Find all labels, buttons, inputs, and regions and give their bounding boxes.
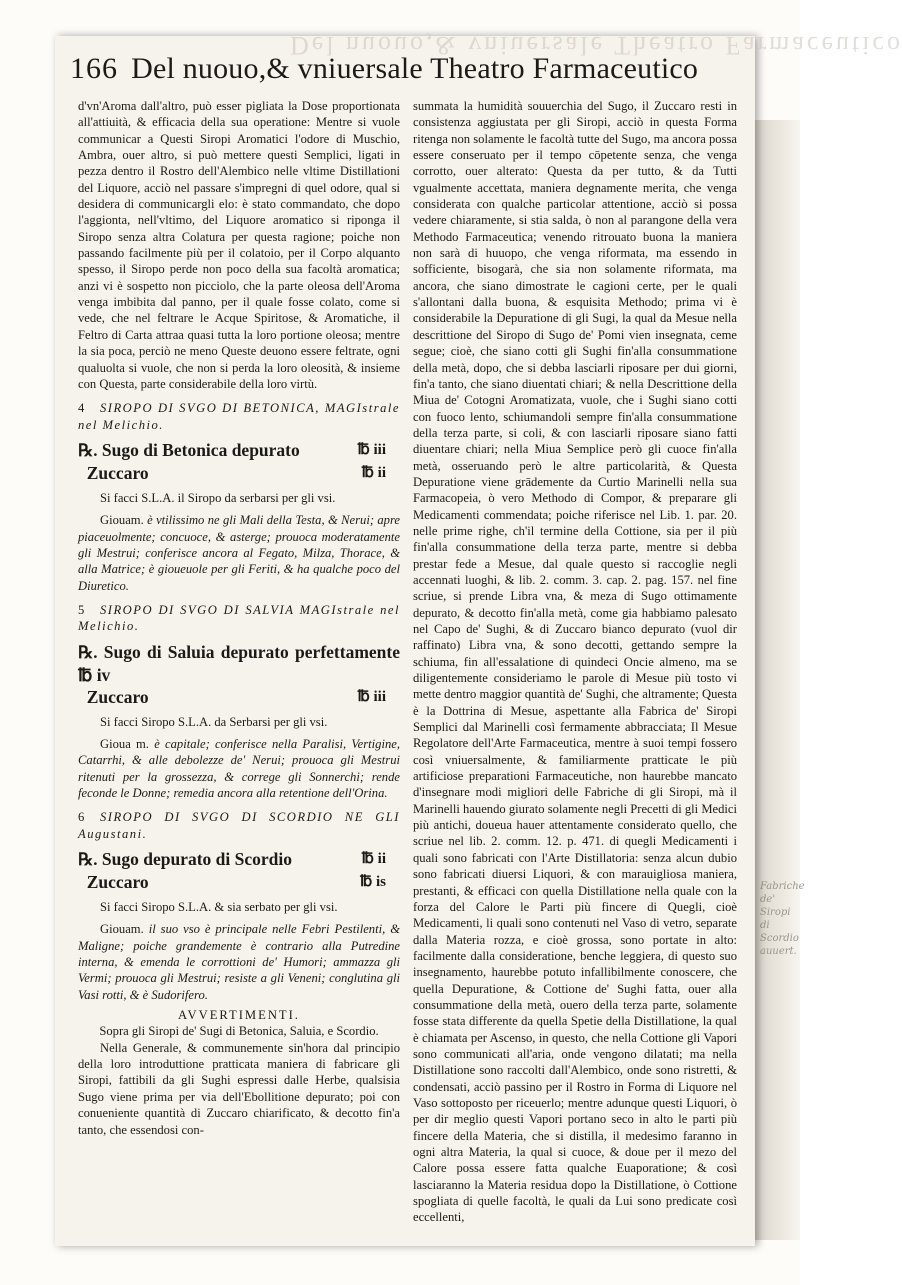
recipe-line: ℔ iii ℞. Sugo di Betonica depurato xyxy=(78,439,386,460)
facing-page-strip xyxy=(754,120,805,1240)
section-heading-betonica: 4 SIROPO DI SVGO DI BETONICA, MAGIstrale nel Melichio. xyxy=(78,401,400,432)
recipe-line: ℔ iii Zuccaro xyxy=(86,686,386,707)
method-text: Si facci S.L.A. il Siropo da serbarsi per gli vsi. xyxy=(100,490,336,505)
virtue-text: Giouam. il suo vso è principale nelle Febri Pestilenti, & Maligne; poiche grandemente è contrario alla Putredine interna, & emenda le corrottioni de' Humori; ammazza gli Vermi; prouoca gli Mestrui; resiste a gli Veneni; conglutina gli Vasi rotti, & è Sudorifero. xyxy=(78,922,400,1002)
show-through-text: Del nuouo,& vniuersale Theatro Farmaceutico xyxy=(290,31,903,60)
body-paragraph: summata la humidità souuerchia del Sugo, il Zuccaro resti in consistenza aggiustata per gli Siropi, acciò in questa Forma ritenga non solamente le facoltà tutte del Sugo, ma ancora possa essere conseruato per il tempo cōpetente senza, che venga corrotto, ouer alterato: Questa da per tutto, & da Tutti vgualmente accettata, maniera degnamente merita, che venga considerata con qualche particolar attentione, acciò si possa vedere chiaramente, si stia salda, ò non al parangone della vera Methodo Farmaceutica; venendo ritrouato buona la maniera non sarà di huuopo, che venga riformata, ma essendo in sofficiente, bisogarà, che sia non solamente riformata, ma ancora, che siano dimostrate le cagioni certe, per le quali s'allontani dalla buona, & esquisita Methodo; prima vi è considerabile la Depuratione di gli Sugi, la qual da Mesue nella descrittione del Siropo di Sugo de' Pomi vien insegnata, ceme segue; cioè, che siano cotti gli Sughi fin'alla consummatione della metà, dopo, che si debba lasciarli riposare per dui giorni, fin'a tanto, che siano diuentati chiari; & nella Descrittione della Miua de' Cotogni Aromatizata, vuole, che i Sughi siano cotti con fuoco lento, schiumandoli sempre fin'alla consummatione della terza parte, si coli, & con lasciarli riposare siano fatti diuentare chiari; nella Miua Semplice però gli cuoce fin'alla metà, osseruando però le altre particolarità, & Questa Depuratione viene grādemente da Curtio Marinelli nella sua Farmacopeia, ò vero Methodo di Compor, & preparare gli Medicamenti commendata; poiche riferisce nel Lib. 1. par. 20. nelle prime righe, ch'il termine della Cottione, sia per il più fin'alla consummatione della terza parte, mentre si debba prestar fede a Mesue, dal quale questo si raccoglie negli accennati luoghi, & lib. 2. comm. 3. cap. 2. pag. 157. nel fine scriue, si prende Libra vna, & meza di Sugo ottimamente depurato, & decotto fin'alla metà, come gia habbiamo palesato nel Capo de' Sughi, & di Zuccaro bianco depurato (vuol dir raffinato) Libra vna, & sono decotti, gettando sempre la schiuma, fin all'essalatione di quindeci Oncie almeno, ma se diligentemente consideriamo le parole di Mesue più tosto vi mette dentro maggior quantità de' Sughi, che altramente; Questa è la Dottrina di Mesue, aspettante alla Fabrica de' Siropi Semplici dal Marinelli così fermamente abbracciata; Il Mesue Regolatore dell'Arte Farmaceutica, mentre à suoi tempi fossero così vniuersalmente, & familiarmente pratticate le più artificiose preparationi Farmaceutiche, non haurebbe mancato d'insegnare modi migliori delle Fabriche di gli Siropi, mà il Marinelli hauendo giurato solamente negli Precetti di gli Medici più antichi, doueua hauer attentamente considerato quello, che scriue nel lib. 2. comm. 12. p. 471. di quegli Medicamenti i quali sono fabricati con l'Arte Distillatoria: senza alcun dubio sono fabricati diuersi Liquori, & con marauigliosa maniera, prestanti, & efficaci con quella Distillatione nella quale con la forza del Calore le Parti più fincere di Quegli, cioè Medicamenti, li quali sono contenuti nel Vaso di vetro, separate dalla Materia rozza, e cioè grossa, sono portate in alto: facilmente dalla consideratione, benche leggiera, di questo suo insegnamento, haurebbe potuto infallibilmente conoscere, che quella Depuratione, & Cottione de' Sughi fatta, ouer alla consummatione della metà, ouero della terza parte, solamente fosse stata differente da quella Spetie della Distillatione, la qual è chiamata per Ascenso, in questo, che nella Cottione gli Vapori sono communicati all'aria, onde vengono dilatati; ma nella Distillatione sono raccolti dall'Alembico, onde sono ristretti, & condensati, acciò passino per il Rostro in Forma di Liquore nel Vaso sottoposto per riceuerlo; mentre adunque questi Liquori, ò per dir meglio questi Vapori portano seco in alto le parti più fincere della Materia, che si distilla, il medesimo faranno in ogni altra Materia, la qual si cuoce, & doue per il mezo del Calore possa essere fatta qualche Euaporatione; & così lasciaranno la Materia residua dopo la Distillatione, ò Cottione spogliata di quelle facoltà, le quali da Lui sono predicate così eccellenti, xyxy=(413,99,737,1225)
virtue-text: Gioua m. è capitale; conferisce nella Paralisi, Vertigine, Catarrhi, & alle debolezze de' Nerui; prouoca gli Mestrui ritenuti per la grossezza, & correge gli Sonnerchi; rende feconde le Donne; remedia ancora alla retentione dell'Orina. xyxy=(78,736,400,800)
avvertimenti-subtitle: Sopra gli Siropi de' Sugi di Betonica, Saluia, e Scordio. xyxy=(99,1024,379,1039)
facing-page-bleed: Fabriche de' Siropi di Scordio auuert. xyxy=(760,881,805,957)
recipe-line: ℔ ii Zuccaro xyxy=(86,462,386,483)
method-text: Si facci Siropo S.L.A. da Serbarsi per gli vsi. xyxy=(100,714,328,729)
running-title: Del nuouo,& vniuersale Theatro Farmaceutico xyxy=(131,52,699,85)
method-text: Si facci Siropo S.L.A. & sia serbato per gli vsi. xyxy=(100,900,338,915)
intro-paragraph: d'vn'Aroma dall'altro, può esser pigliata la Dose proportionata all'attiuità, & efficacia della sua operatione: Mentre si vuole communicar a Questi Siropi Aromatici l'odore di Muschio, Ambra, ouer altro, si può mettere questi Semplici, ligati in pezza dentro il Rostro dell'Alembico nelle vltime Distillationi del Liquore, acciò nel passare s'impregni di quel odore, qual si desidera di communicargli elo: è stato commandato, che dopo l'aggionta, nell'vltimo, del Liquore aromatico si riponga il Siropo senza altra Colatura per questa ragione; poiche non passando facilmente più per il colatoio, per il Corpo alquanto spesso, il Siropo perde non poco della sua facoltà aromatica; anzi vi è sospetto non picciolo, che la parte oleosa dell'Aroma venga imbibita dal panno, per il quale fosse colato, come si vede, che nel feltrare le Acque Spiritose, & Aromatiche, il Feltro di Carta attraa quasi tutta la loro portione oleosa; mentre la sia poca, perciò ne meno Queste deuono essere feltrate, ogni qualuolta si vuole, che non si perda la loro oleosità, & insieme con Questa, parte considerabile della loro virtù. xyxy=(78,99,400,391)
left-column xyxy=(78,98,400,1138)
recipe-line: ℔ is Zuccaro xyxy=(86,872,386,893)
avvertimenti-title: AVVERTIMENTI. xyxy=(178,1008,300,1023)
section-heading-scordio: 6 SIROPO DI SVGO DI SCORDIO NE GLI Augustani. xyxy=(78,810,400,841)
page-number: 166 xyxy=(70,52,118,85)
page-header xyxy=(70,52,740,96)
right-column xyxy=(413,98,737,1226)
avvertimenti-text: Nella Generale, & communemente sin'hora dal principio della loro introduttione pratticata maniera di fabricare gli Siropi, fattibili da gli Sughi espressi dalle Herbe, qualsisia Sugo viene prima per via dell'Ebollitione depurato; poi con conueniente quantità di Zuccaro chiarificato, & decotto fin'a tanto, che essendosi con- xyxy=(78,1040,400,1137)
recipe-line: ℔ ii ℞. Sugo depurato di Scordio xyxy=(78,849,386,870)
virtue-text: Giouam. è vtilissimo ne gli Mali della Testa, & Nerui; apre piaceuolmente; concuoce, & asterge; prouoca moderatamente gli Mestrui; conferisce ancora al Fegato, Milza, Thorace, & alla Matrice; è gioueuole per gli Feriti, & ha qualche poco del Diuretico. xyxy=(78,513,400,593)
recipe-line: ℞. Sugo di Saluia depurato perfettamente ℔ iv xyxy=(78,641,400,685)
section-heading-salvia: 5 SIROPO DI SVGO DI SALVIA MAGIstrale nel Melichio. xyxy=(78,602,400,634)
